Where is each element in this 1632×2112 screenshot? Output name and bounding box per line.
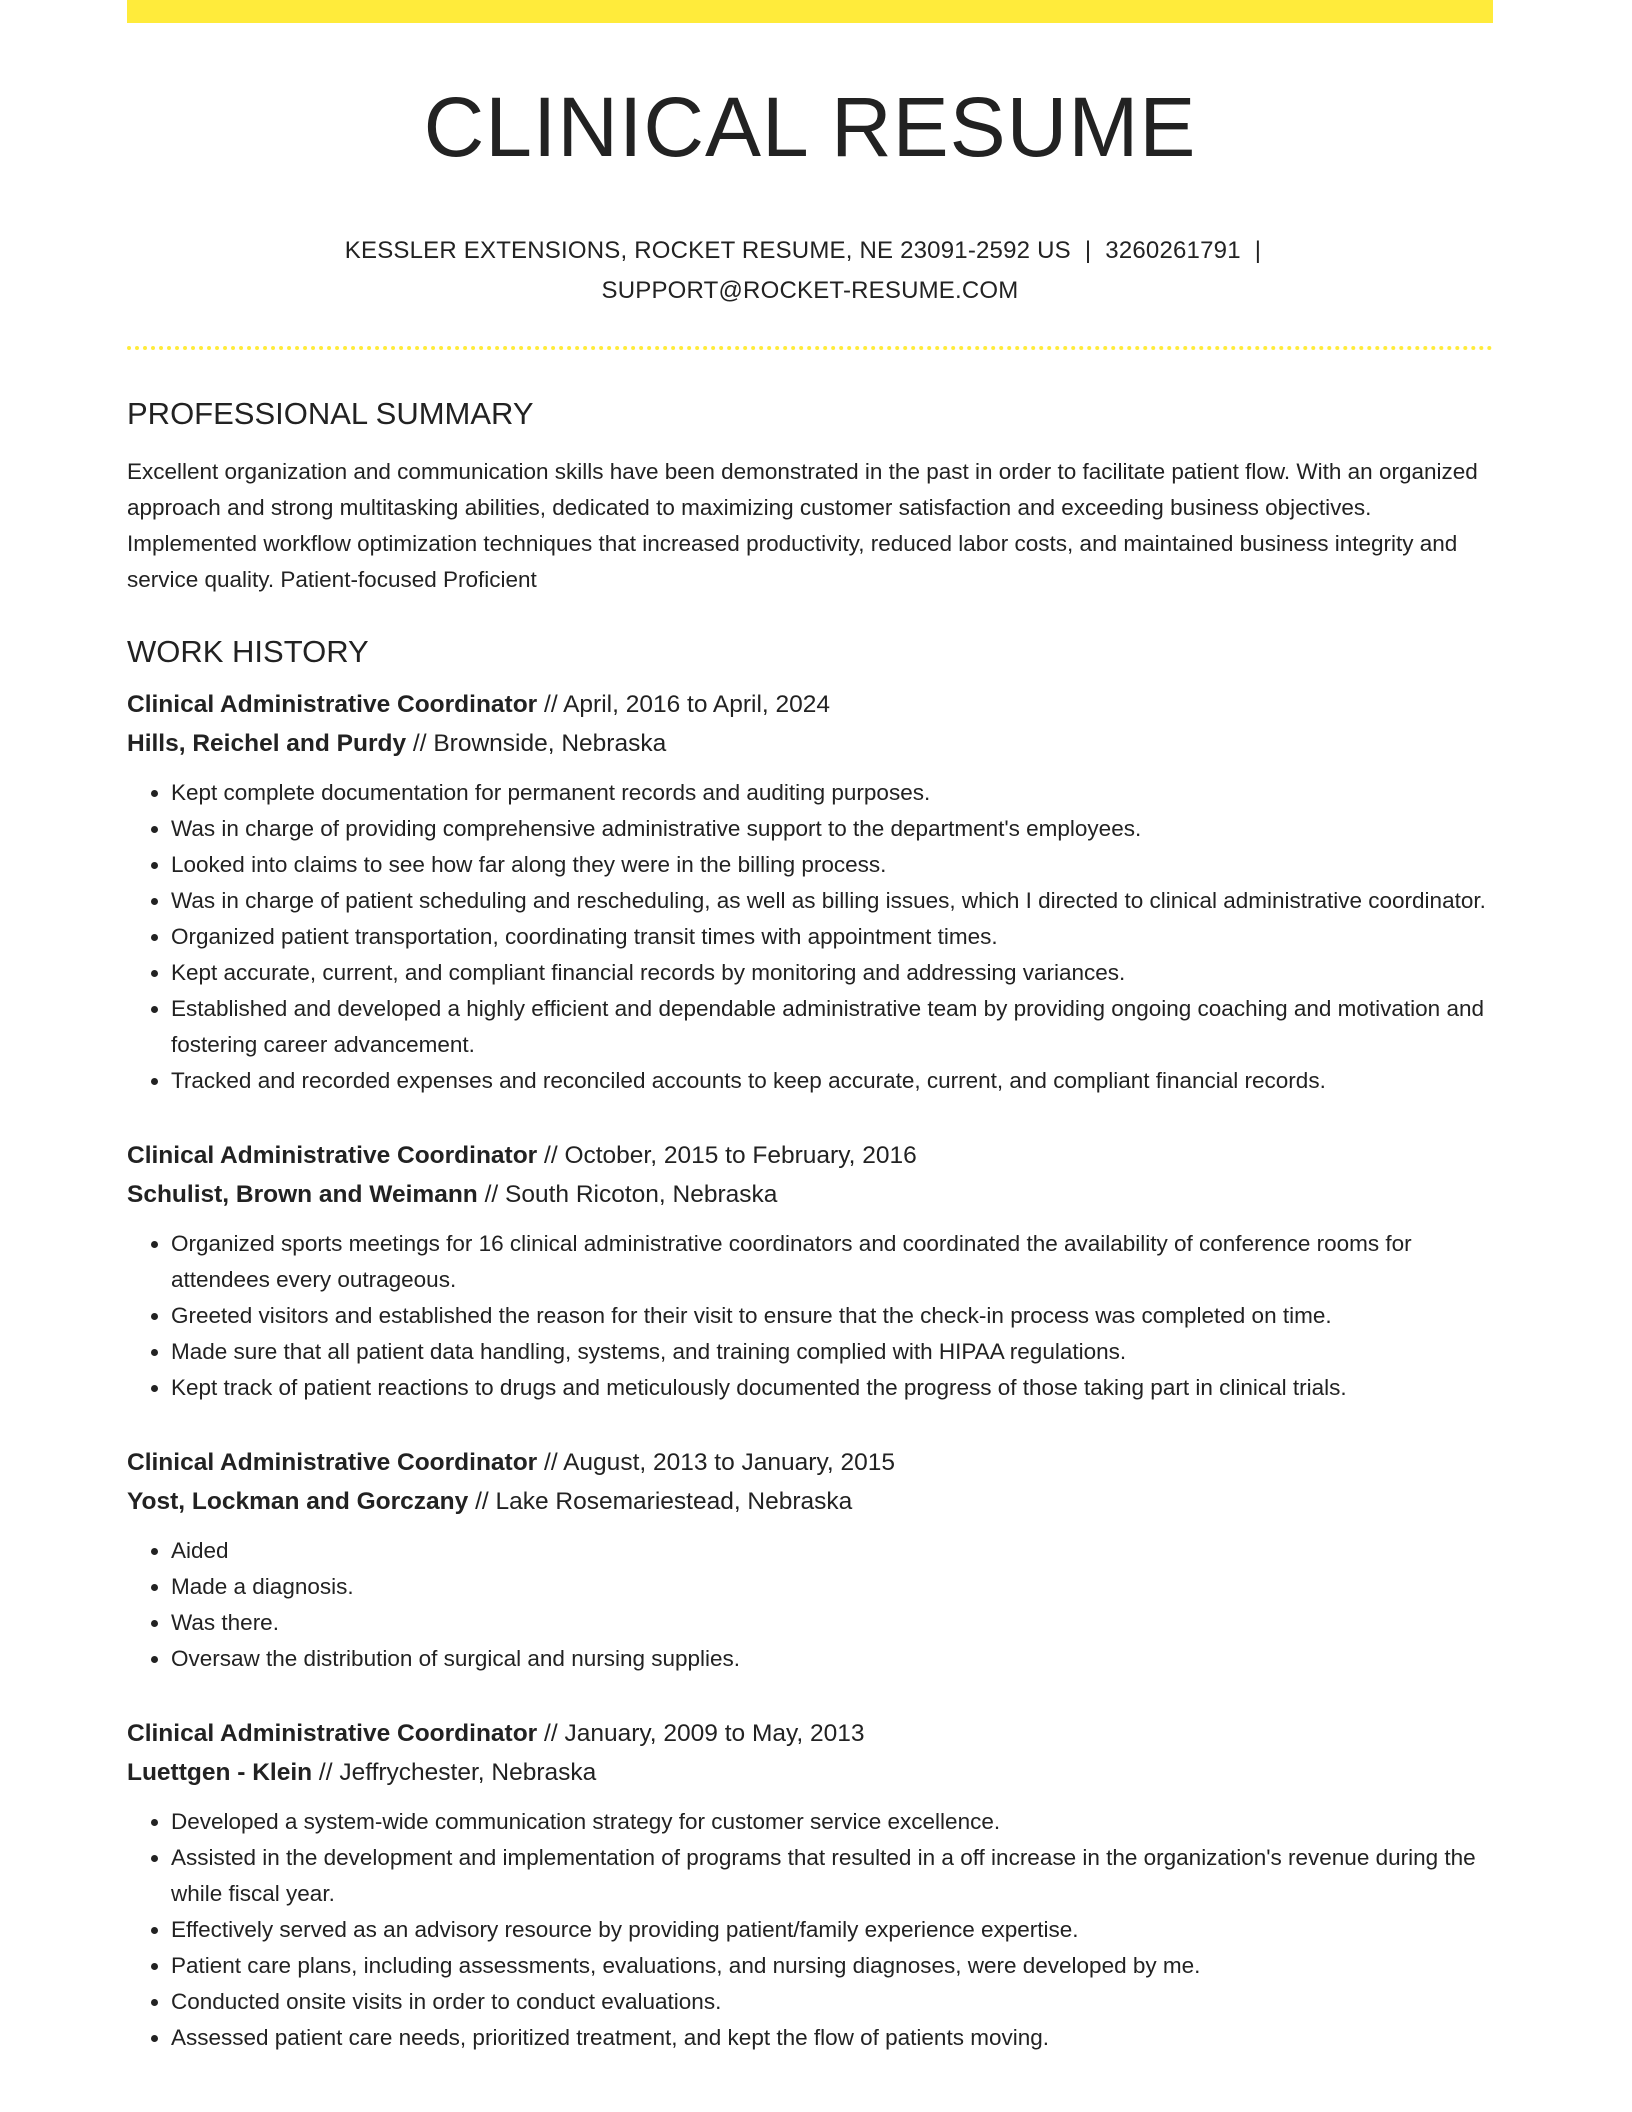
job-location: // Brownside, Nebraska: [406, 730, 667, 757]
job-location: // Lake Rosemariestead, Nebraska: [468, 1488, 853, 1515]
job-bullets: [127, 1804, 1493, 2056]
list-item: • Effectively served as an advisory resource by providing patient/family experience expertise.: [171, 1912, 1493, 1948]
contact-info: [127, 231, 1493, 311]
job-company: Yost, Lockman and Gorczany: [127, 1488, 469, 1515]
job-title-line: [127, 1443, 1493, 1482]
top-accent-bar: [127, 0, 1493, 23]
job-entry: [127, 1136, 1493, 1406]
job-entry: [127, 1443, 1493, 1677]
list-item: • Conducted onsite visits in order to conduct evaluations.: [171, 1984, 1493, 2020]
list-item: • Made a diagnosis.: [171, 1569, 1493, 1605]
list-item: • Organized sports meetings for 16 clinical administrative coordinators and coordinated the availability of conference rooms for attendees every outrageous.: [171, 1226, 1493, 1298]
contact-email[interactable]: SUPPORT@ROCKET-RESUME.COM: [601, 277, 1019, 304]
list-item: • Organized patient transportation, coordinating transit times with appointment times.: [171, 919, 1493, 955]
list-item: • Established and developed a highly efficient and dependable administrative team by providing ongoing coaching and motivation and fostering career advancement.: [171, 991, 1493, 1063]
job-bullets: [127, 1533, 1493, 1677]
job-dates: // April, 2016 to April, 2024: [537, 691, 831, 718]
resume-page: [127, 0, 1493, 2056]
job-company-line: [127, 724, 1493, 763]
contact-address: KESSLER EXTENSIONS, ROCKET RESUME, NE 23091-2592 US: [344, 237, 1071, 264]
list-item: • Looked into claims to see how far along they were in the billing process.: [171, 847, 1493, 883]
job-title: Clinical Administrative Coordinator: [127, 1449, 538, 1476]
job-location: // South Ricoton, Nebraska: [477, 1181, 778, 1208]
list-item: • Made sure that all patient data handling, systems, and training complied with HIPAA regulations.: [171, 1334, 1493, 1370]
contact-separator: |: [1084, 237, 1092, 264]
job-entry: [127, 1714, 1493, 2056]
job-title: Clinical Administrative Coordinator: [127, 1142, 538, 1169]
job-title-line: [127, 1714, 1493, 1753]
job-title: Clinical Administrative Coordinator: [127, 691, 538, 718]
job-company-line: [127, 1175, 1493, 1214]
list-item: • Tracked and recorded expenses and reconciled accounts to keep accurate, current, and compliant financial records.: [171, 1063, 1493, 1099]
section-heading: PROFESSIONAL SUMMARY: [127, 396, 534, 431]
summary-text: Excellent organization and communication skills have been demonstrated in the past in order to facilitate patient flow. With an organized approach and strong multitasking abilities, dedicated to maximizing customer satisfaction and exceeding business objectives. Implemented workflow optimization techniques that increased productivity, reduced labor costs, and maintained business integrity and service quality. Patient-focused Proficient: [127, 459, 1478, 592]
contact-phone: 3260261791: [1105, 237, 1241, 264]
list-item: • Kept track of patient reactions to drugs and meticulously documented the progress of those taking part in clinical trials.: [171, 1370, 1493, 1406]
job-title: Clinical Administrative Coordinator: [127, 1720, 538, 1747]
job-entry: [127, 685, 1493, 1099]
list-item: • Was in charge of providing comprehensive administrative support to the department's employees.: [171, 811, 1493, 847]
job-bullets: [127, 775, 1493, 1099]
job-company: Luettgen - Klein: [127, 1759, 313, 1786]
list-item: • Assessed patient care needs, prioritized treatment, and kept the flow of patients moving.: [171, 2020, 1493, 2056]
contact-separator: |: [1254, 237, 1262, 264]
list-item: • Kept accurate, current, and compliant financial records by monitoring and addressing variances.: [171, 955, 1493, 991]
list-item: • Kept complete documentation for permanent records and auditing purposes.: [171, 775, 1493, 811]
job-dates: // October, 2015 to February, 2016: [537, 1142, 917, 1169]
job-company: Schulist, Brown and Weimann: [127, 1181, 478, 1208]
job-company: Hills, Reichel and Purdy: [127, 730, 407, 757]
job-title-line: [127, 1136, 1493, 1175]
list-item: • Oversaw the distribution of surgical and nursing supplies.: [171, 1641, 1493, 1677]
list-item: • Was in charge of patient scheduling and rescheduling, as well as billing issues, which I directed to clinical administrative coordinator.: [171, 883, 1493, 919]
job-dates: // January, 2009 to May, 2013: [537, 1720, 865, 1747]
list-item: • Patient care plans, including assessments, evaluations, and nursing diagnoses, were developed by me.: [171, 1948, 1493, 1984]
dotted-divider: [127, 346, 1493, 350]
list-item: • Greeted visitors and established the reason for their visit to ensure that the check-in process was completed on time.: [171, 1298, 1493, 1334]
work-history-section: [127, 636, 1493, 2056]
list-item: • Assisted in the development and implementation of programs that resulted in a off increase in the organization's revenue during the while fiscal year.: [171, 1840, 1493, 1912]
professional-summary-section: [127, 398, 1493, 598]
list-item: • Developed a system-wide communication strategy for customer service excellence.: [171, 1804, 1493, 1840]
job-location: // Jeffrychester, Nebraska: [312, 1759, 597, 1786]
job-company-line: [127, 1753, 1493, 1792]
resume-title: CLINICAL RESUME: [423, 80, 1197, 174]
section-heading: WORK HISTORY: [127, 634, 369, 669]
list-item: • Was there.: [171, 1605, 1493, 1641]
job-title-line: [127, 685, 1493, 724]
job-company-line: [127, 1482, 1493, 1521]
job-dates: // August, 2013 to January, 2015: [537, 1449, 895, 1476]
contact-line-1: [127, 231, 1493, 271]
contact-line-2: [127, 271, 1493, 311]
job-bullets: [127, 1226, 1493, 1406]
list-item: • Aided: [171, 1533, 1493, 1569]
